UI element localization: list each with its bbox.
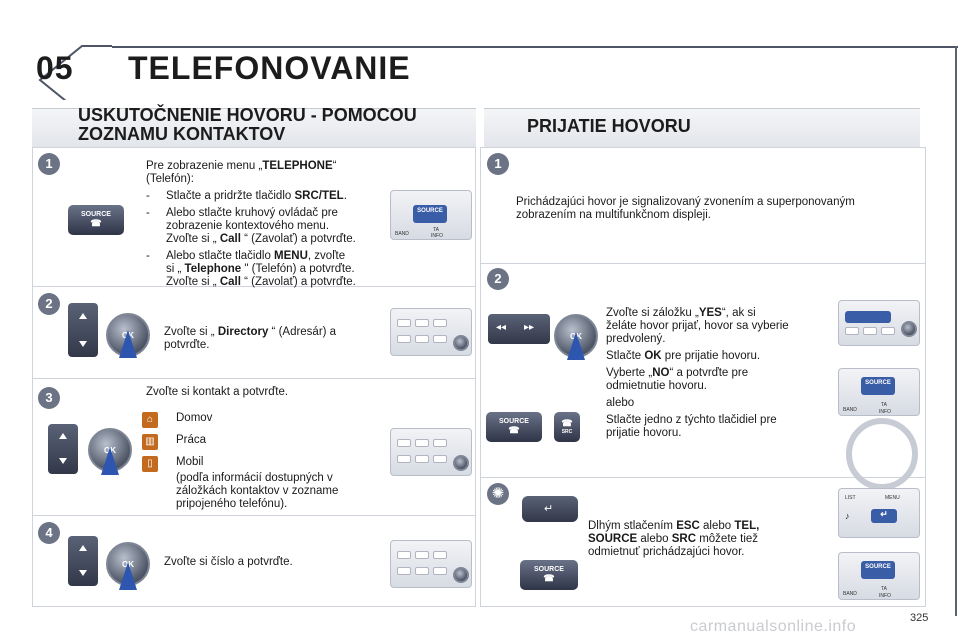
source-button-pictogram-right: SOURCE ☎ (486, 412, 542, 442)
press-arrow-icon (119, 330, 137, 358)
page-number: 325 (910, 612, 929, 624)
radio-panel-pictogram-right-5: SOURCE BAND TA INFO (838, 552, 920, 600)
home-icon: ⌂ (142, 412, 158, 428)
steering-stalk-pictogram-4 (68, 536, 98, 586)
left-step-4-text: Zvoľte si číslo a potvrďte. (164, 556, 293, 568)
mobile-icon: ▯ (142, 456, 158, 472)
radio-panel-pictogram-2 (390, 308, 472, 356)
work-icon: ▥ (142, 434, 158, 450)
left-step-1-text: Pre zobrazenie menu „TELEPHONE“ (Telefón): - Stlačte a pridržte tlačidlo SRC/TEL. - Alebo stlačte kruhový ovládač pre zobrazenie kontextového menu. Zvoľte si „ Call “ (Zavolať) a potvrďte. - Alebo stlačte tlačidlo MENU, zvoľte si „ Telephone " (Telefón) a potvrďte. Zvoľte si „ Call “ (Zavolať) a potvrďte. (146, 160, 356, 288)
seek-buttons-pictogram: ◂◂ ▸▸ (488, 314, 550, 344)
header-rule (112, 46, 958, 48)
right-step-1-badge: 1 (487, 153, 509, 175)
radio-panel-pictogram-1: SOURCE BAND TA INFO (390, 190, 472, 240)
left-section-heading: USKUTOČNENIE HOVORU - POMOCOU ZOZNAMU KONTAKTOV (78, 105, 417, 144)
option-work: Práca (176, 434, 207, 446)
right-step-2-badge: 2 (487, 268, 509, 290)
right-step-1-text: Prichádzajúci hovor je signalizovaný zvonením a superponovaným zobrazením na multifunkčnom displeji. (516, 196, 855, 221)
back-arrow-icon: ↵ (544, 503, 554, 515)
source-button-pictogram: SOURCE ☎ (68, 205, 124, 235)
esc-key-highlight: ↵ (871, 509, 897, 523)
tab-highlight (845, 311, 891, 323)
ok-knob-pictogram-right: OK (554, 314, 598, 358)
radio-panel-pictogram-right-4: LIST MENU ↵ ♪ (838, 488, 920, 538)
esc-button-pictogram (522, 496, 578, 522)
step-2-badge: 2 (38, 293, 60, 315)
radio-panel-pictogram-3 (390, 428, 472, 476)
left-step-3-intro: Zvoľte si kontakt a potvrďte. (146, 386, 289, 398)
radio-panel-pictogram-4 (390, 540, 472, 588)
steering-stalk-pictogram (68, 303, 98, 357)
src-button-pictogram: ☎ SRC (554, 412, 580, 442)
ok-knob-pictogram: OK (106, 313, 150, 357)
radio-panel-pictogram-right-3: SOURCE BAND TA INFO (838, 368, 920, 416)
phone-icon: ☎ (543, 573, 555, 583)
left-step-2-text: Zvoľte si „ Directory “ (Adresár) a potvrďte. (164, 326, 337, 351)
page-edge-rule (955, 46, 957, 616)
music-note-icon: ♪ (845, 511, 850, 521)
right-step-2-text: Zvoľte si záložku „YES“, ak si želáte hovor prijať, hovor sa vyberie predvolený. Stlačte OK pre prijatie hovoru. Vyberte „NO“ a potvrďte pre odmietnutie hovoru. alebo Stlačte jedno z týchto tlačidiel pre prijatie hovoru. (606, 307, 789, 439)
ok-knob-pictogram-4: OK (106, 542, 150, 586)
press-arrow-icon-3 (101, 447, 119, 475)
right-step-3-text: Dlhým stlačením ESC alebo TEL, SOURCE alebo SRC môžete tiež odmietnuť prichádzajúci hovor. (588, 520, 760, 558)
step-3-badge: 3 (38, 387, 60, 409)
phone-icon: ☎ (90, 218, 102, 228)
left-step-3-options: Domov Práca Mobil (podľa informácií dostupných v záložkách kontaktov v zozname pripojeného telefónu). (176, 412, 386, 515)
option-mobile: Mobil (176, 456, 204, 468)
press-arrow-icon-right (567, 332, 585, 360)
steering-wheel-pictogram (846, 418, 918, 490)
phone-icon: ☎ (508, 425, 520, 435)
source-button-pictogram-reject: SOURCE ☎ (520, 560, 578, 590)
chapter-title: TELEFONOVANIE (128, 50, 411, 86)
ok-knob-pictogram-3: OK (88, 428, 132, 472)
steering-stalk-pictogram-3 (48, 424, 78, 474)
watermark: carmanualsonline.info (690, 618, 857, 635)
option-home: Domov (176, 412, 213, 424)
step-4-badge: 4 (38, 522, 60, 544)
right-section-heading: PRIJATIE HOVORU (527, 116, 691, 136)
chapter-number: 05 (36, 50, 74, 86)
phone-icon: ☎ (561, 418, 573, 428)
radio-panel-pictogram-right-2 (838, 300, 920, 346)
press-arrow-icon-4 (119, 562, 137, 590)
settings-gear-icon: ✺ (487, 483, 509, 505)
source-key-highlight: SOURCE (413, 205, 447, 223)
step-1-badge: 1 (38, 153, 60, 175)
